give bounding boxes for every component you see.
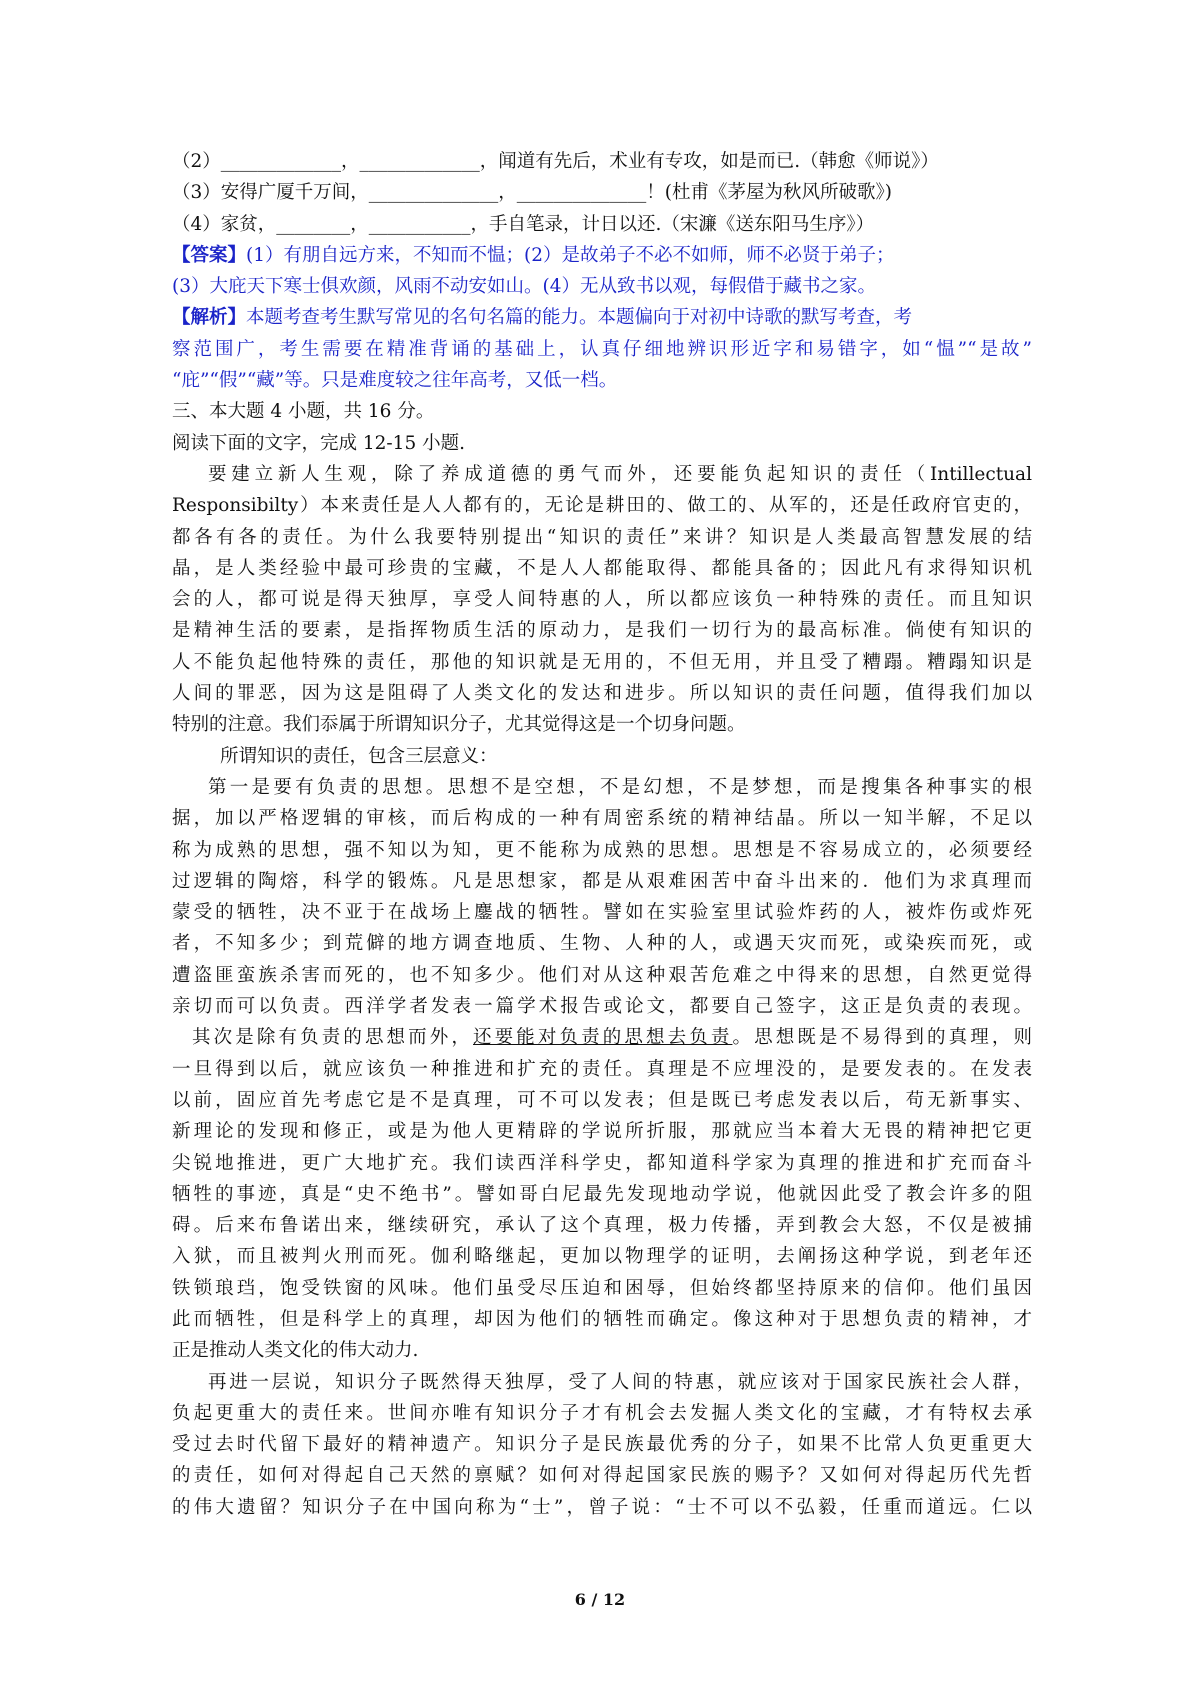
passage-p4-line: 尖锐地推进，更广大地扩充。我们读西洋科学史，都知道科学家为真理的推进和扩充而奋斗: [172, 1152, 1032, 1174]
passage-p1-line: 特别的注意。我们忝属于所谓知识分子，尤其觉得这是一个切身问题。: [172, 714, 746, 736]
section-instruction: 阅读下面的文字，完成 12-15 小题.: [172, 432, 465, 454]
passage-p1-line: 都各有各的责任。为什么我要特别提出“知识的责任”来讲？知识是人类最高智慧发展的结: [172, 526, 1032, 548]
answer-label: 【答案】: [172, 244, 247, 266]
passage-p5-line: 负起更重大的责任来。世间亦唯有知识分子才有机会去发掘人类文化的宝藏，才有特权去承: [172, 1402, 1032, 1424]
passage-p4-line: 此而牺牲，但是科学上的真理，却因为他们的牺牲而确定。像这种对于思想负责的精神，才: [172, 1308, 1032, 1330]
passage-p4-line: 以前，固应首先考虑它是不是真理，可不可以发表；但是既已考虑发表以后，苟无新事实、: [172, 1089, 1032, 1111]
passage-p1-line: 是精神生活的要素，是指挥物质生活的原动力，是我们一切行为的最高标准。倘使有知识的: [172, 620, 1032, 642]
passage-p3-line: 称为成熟的思想，强不知以为知，更不能称为成熟的思想。思想是不容易成立的，必须要经: [172, 839, 1032, 861]
underlined-phrase: 还要能对负责的思想去负责: [473, 1027, 733, 1049]
page-content: [172, 146, 1032, 1523]
passage-p4-line: 新理论的发现和修正，或是为他人更精辟的学说所折服，那就应当本着大无畏的精神把它更: [172, 1121, 1032, 1143]
passage-p5-line: 再进一层说，知识分子既然得天独厚，受了人间的特惠，就应该对于国家民族社会人群，: [208, 1371, 1032, 1393]
passage-p4-line: 正是推动人类文化的伟大动力.: [172, 1340, 419, 1362]
passage-p1-line: 要建立新人生观，除了养成道德的勇气而外，还要能负起知识的责任（Intillectual: [208, 463, 1032, 485]
passage-p4-line: 入狱，而且被判火刑而死。伽利略继起，更加以物理学的证明，去阐扬这种学说，到老年还: [172, 1246, 1032, 1268]
analysis-label: 【解析】: [172, 307, 247, 329]
analysis-line-1: [172, 302, 1032, 333]
passage-p3-line: 遭盗匪蛮族杀害而死的，也不知多少。他们对从这种艰苦危难之中得来的思想，自然更觉得: [172, 964, 1032, 986]
passage-p2: 所谓知识的责任，包含三层意义：: [220, 745, 498, 767]
passage-p3-line: 据，加以严格逻辑的审核，而后构成的一种有周密系统的精神结晶。所以一知半解，不足以: [172, 808, 1032, 830]
passage-p4-line: 牺牲的事迹，真是“史不绝书”。譬如哥白尼最先发现地动学说，他就因此受了教会许多的阻: [172, 1183, 1032, 1205]
passage-p3-line: 蒙受的牺牲，决不亚于在战场上鏖战的牺牲。譬如在实验室里试验炸药的人，被炸伤或炸死: [172, 902, 1032, 924]
passage-p1-line: 会的人，都可说是得天独厚，享受人间特惠的人，所以都应该负一种特殊的责任。而且知识: [172, 589, 1032, 611]
question-2: （2）_____________，_____________，闻道有先后，术业有专攻，如是而已.（韩愈《师说》）: [172, 151, 939, 172]
page-number: 6 / 12: [574, 1590, 626, 1609]
passage-p5-line: 受过去时代留下最好的精神遗产。知识分子是民族最优秀的分子，如果不比常人负更重更大: [172, 1434, 1032, 1456]
passage-p1-line: 人不能负起他特殊的责任，那他的知识就是无用的，不但无用，并且受了糟蹋。糟蹋知识是: [172, 651, 1032, 673]
question-3: （3）安得广厦千万间，______________，______________！(杜甫《茅屋为秋风所破歌》): [172, 182, 892, 204]
analysis-line-3: “庇”“假”“藏”等。只是难度较之往年高考，又低一档。: [172, 370, 618, 392]
passage-p3-line: 过逻辑的陶熔，科学的锻炼。凡是思想家，都是从艰难困苦中奋斗出来的．他们为求真理而: [172, 870, 1032, 892]
analysis-text-1: 本题考查考生默写常见的名句名篇的能力。本题偏向于对初中诗歌的默写考查，考: [246, 307, 913, 329]
passage-p3-line: 者，不知多少；到荒僻的地方调查地质、生物、人种的人，或遇天灾而死，或染疾而死，或: [172, 933, 1032, 955]
passage-p1-line: Responsibilty）本来责任是人人都有的，无论是耕田的、做工的、从军的，还是任政府官吏的，: [172, 495, 1032, 517]
passage-p5-line: 的责任，如何对得起自己天然的禀赋？如何对得起国家民族的赐予？又如何对得起历代先哲: [172, 1465, 1032, 1487]
answer-line-2: (3）大庇天下寒士俱欢颜，风雨不动安如山。(4）无从致书以观，每假借于藏书之家。: [172, 276, 876, 298]
passage-p4-line: 铁锁琅珰，饱受铁窗的风味。他们虽受尽压迫和困辱，但始终都坚持原来的信仰。他们虽因: [172, 1277, 1032, 1299]
section-heading: 三、本大题 4 小题，共 16 分。: [172, 401, 435, 423]
answer-text-1: (1）有朋自远方来，不知而不愠；(2）是故弟子不必不如师，师不必贤于弟子；: [246, 244, 895, 266]
p4-pre-text: 其次是除有负责的思想而外，: [192, 1027, 474, 1049]
passage-p3-line: 第一是要有负责的思想。思想不是空想，不是幻想，不是梦想，而是搜集各种事实的根: [208, 776, 1032, 798]
passage-p1-line: 晶，是人类经验中最可珍贵的宝藏，不是人人都能取得、都能具备的；因此凡有求得知识机: [172, 557, 1032, 579]
passage-p4-line: 碍。后来布鲁诺出来，继续研究，承认了这个真理，极力传播，弄到教会大怒，不仅是被捕: [172, 1215, 1032, 1237]
passage-p4-first-line: [172, 1022, 1032, 1053]
question-4: （4）家贫，________，___________，手自笔录，计日以还.（宋濂《送东阳马生序》）: [172, 213, 875, 235]
passage-p4-line: 一旦得到以后，就应该负一种推进和扩充的责任。真理是不应埋没的，是要发表的。在发表: [172, 1058, 1032, 1080]
passage-p3-line: 亲切而可以负责。西洋学者发表一篇学术报告或论文，都要自己签字，这正是负责的表现。: [172, 996, 1032, 1018]
passage-p5-line: 的伟大遗留？知识分子在中国向称为“士”，曾子说：“士不可以不弘毅，任重而道远。仁以: [172, 1496, 1032, 1518]
analysis-line-2: 察范围广，考生需要在精准背诵的基础上，认真仔细地辨识形近字和易错字，如“愠”“是故”: [172, 338, 1032, 360]
p4-post-text: 。思想既是不易得到的真理，则: [732, 1027, 1032, 1049]
passage-p1-line: 人间的罪恶，因为这是阻碍了人类文化的发达和进步。所以知识的责任问题，值得我们加以: [172, 683, 1032, 705]
answer-line-1: [172, 240, 1032, 271]
